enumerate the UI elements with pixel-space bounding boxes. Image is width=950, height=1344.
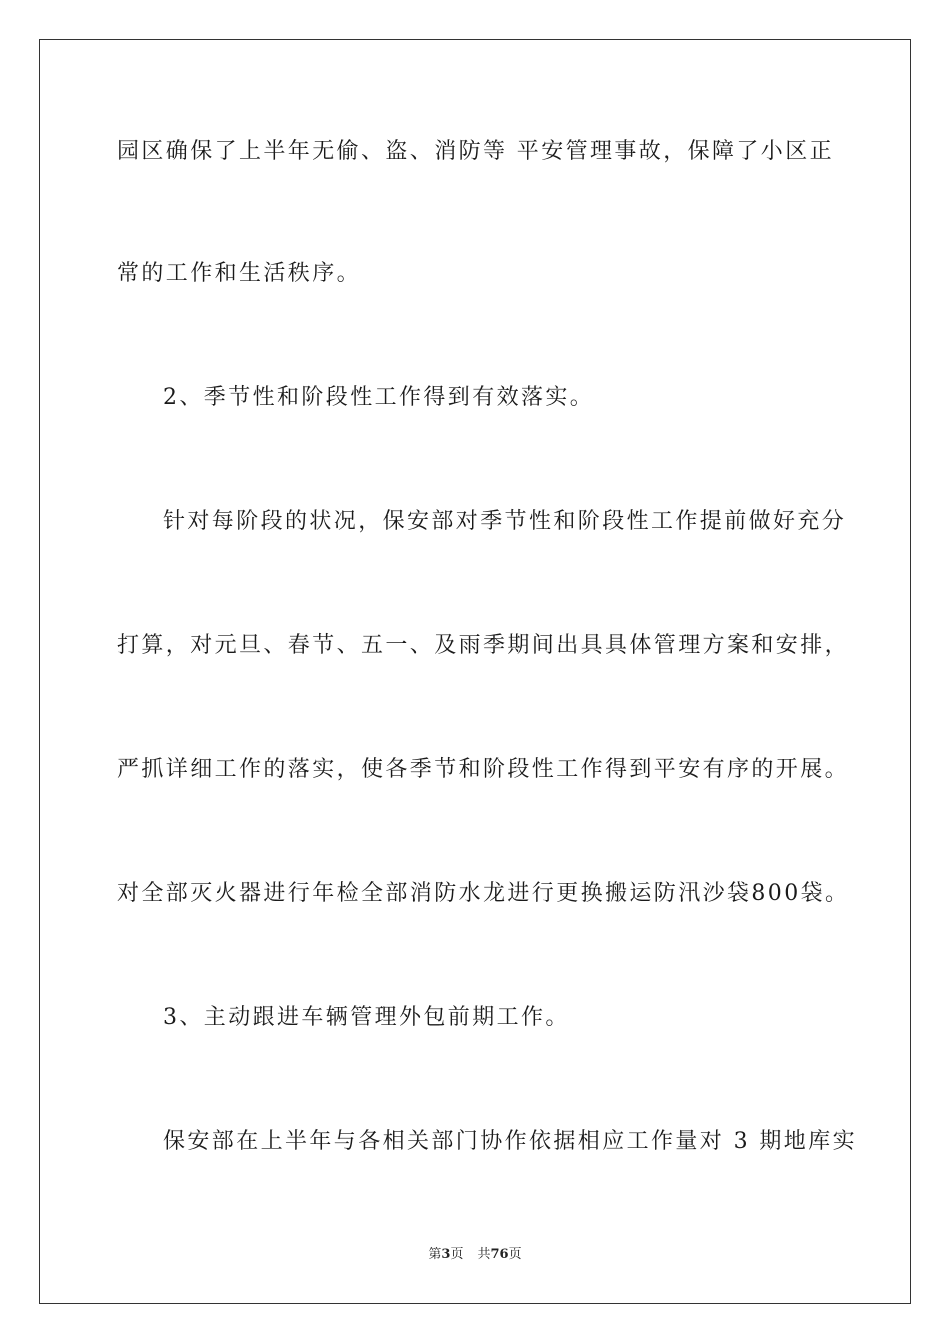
total-prefix: 共 (477, 1247, 491, 1262)
page-footer (0, 1246, 950, 1264)
page-prefix: 第 (428, 1247, 442, 1262)
total-suffix: 页 (508, 1247, 522, 1262)
total-pages: 76 (490, 1247, 509, 1262)
text-line-9: 保安部在上半年与各相关部门协作依据相应工作量对 3 期地库实 (163, 1129, 857, 1154)
text-line-3: 2、季节性和阶段性工作得到有效落实。 (163, 385, 595, 410)
text-line-8: 3、主动跟进车辆管理外包前期工作。 (163, 1005, 570, 1030)
text-line-4: 针对每阶段的状况，保安部对季节性和阶段性工作提前做好充分 (163, 509, 847, 534)
page-frame (39, 39, 911, 1304)
page-suffix: 页 (450, 1247, 464, 1262)
text-line-1: 园区确保了上半年无偷、盗、消防等 平安管理事故，保障了小区正 (117, 139, 834, 164)
page-number: 3 (441, 1247, 451, 1262)
text-line-6: 严抓详细工作的落实，使各季节和阶段性工作得到平安有序的开展。 (117, 757, 850, 782)
text-line-5: 打算，对元旦、春节、五一、及雨季期间出具具体管理方案和安排， (117, 633, 850, 658)
text-line-7: 对全部灭火器进行年检全部消防水龙进行更换搬运防汛沙袋800袋。 (117, 881, 850, 906)
text-line-2: 常的工作和生活秩序。 (117, 261, 362, 286)
